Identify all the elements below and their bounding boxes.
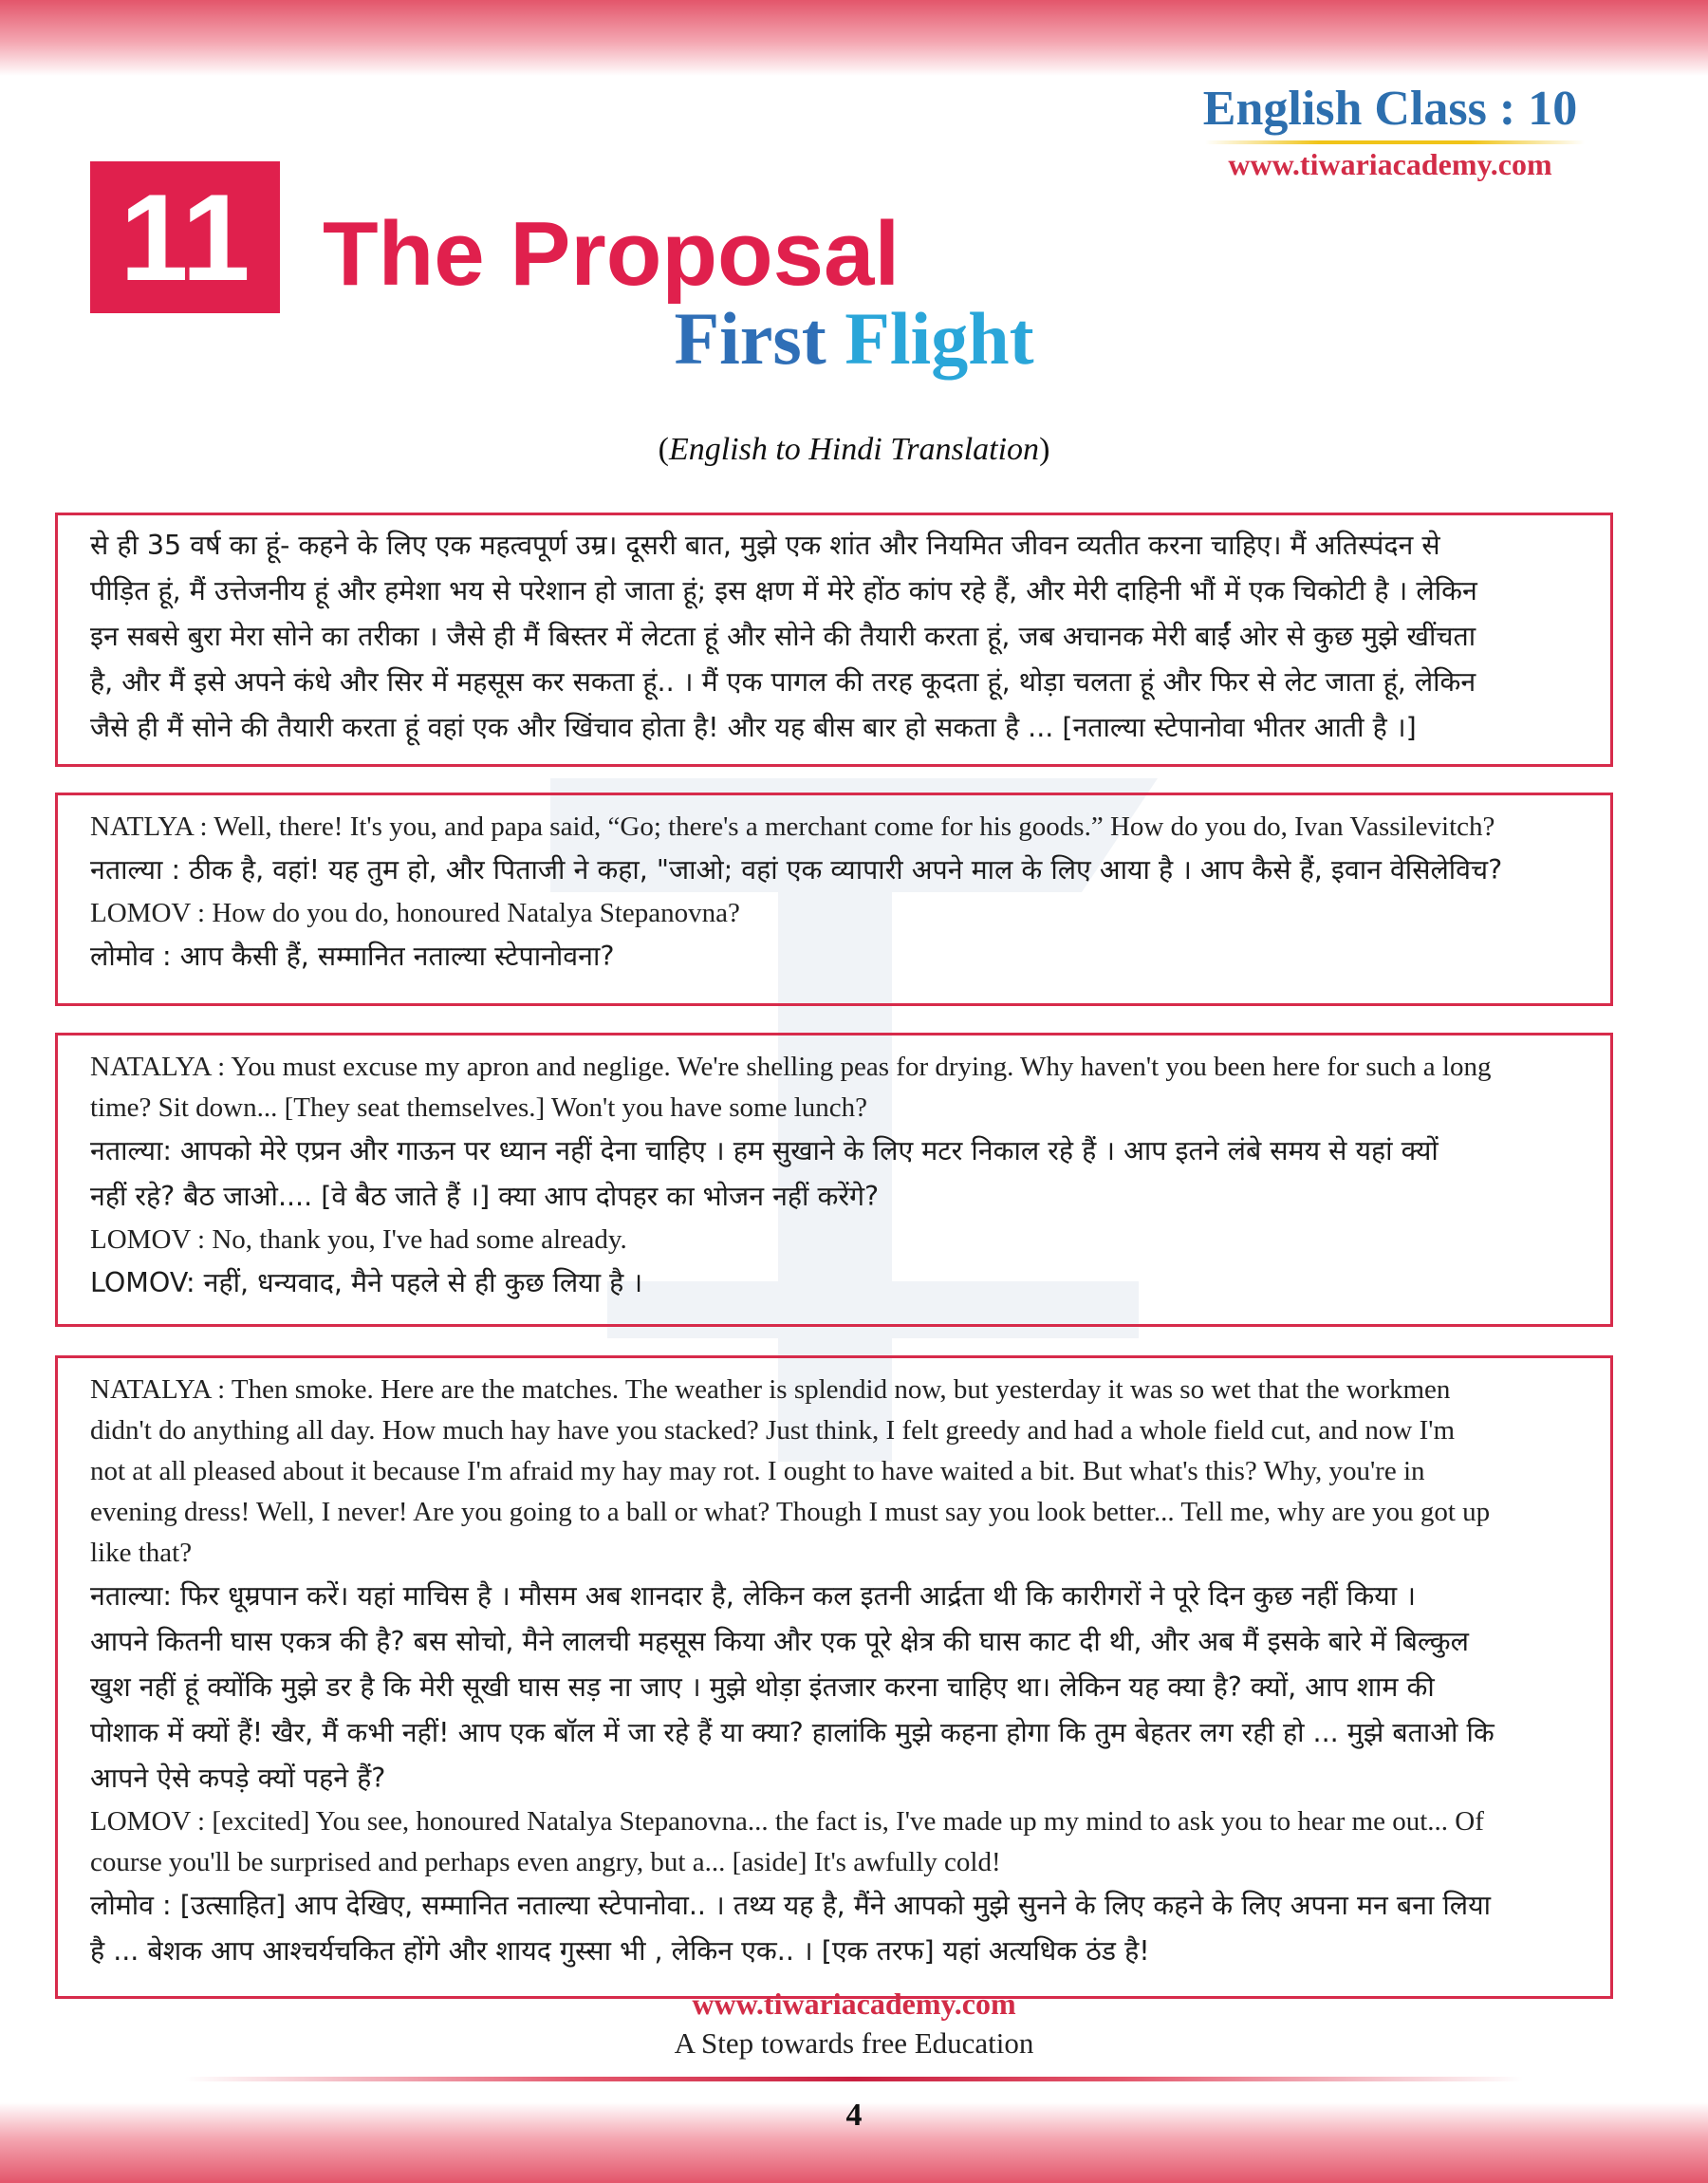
chapter-title: The Proposal: [323, 203, 900, 305]
subtitle-open: (: [658, 432, 669, 467]
box1-line-2: पीड़ित हूं, मैं उत्तेजनीय हूं और हमेशा भय से परेशान हो जाता हूं; इस क्षण में मेरे होंठ कांप रहे हैं, और मेरी दाहिनी भौं में एक चिकोटी है । लेकिन: [90, 575, 1477, 606]
text-box-3: [55, 1033, 1613, 1327]
box3-english-1-line-1: NATALYA : You must excuse my apron and neglige. We're shelling peas for drying. Why haven't you been here for such a long: [90, 1052, 1492, 1082]
box1-line-1: से ही 35 वर्ष का हूं- कहने के लिए एक महत्वपूर्ण उम्र। दूसरी बात, मुझे एक शांत और नियमित जीवन व्यतीत करना चाहिए। मैं अतिस्पंदन से: [90, 530, 1440, 561]
footer-site-url[interactable]: www.tiwariacademy.com: [692, 1987, 1016, 2021]
footer-divider: [185, 2077, 1523, 2081]
box4-hindi-2-line-2: है ... बेशक आप आश्चर्यचकित होंगे और शायद गुस्सा भी , लेकिन एक.. । [एक तरफ] यहां अत्यधिक ठंड है!: [90, 1935, 1150, 1967]
box1-line-4: है, और मैं इसे अपने कंधे और सिर में महसूस कर सकता हूं.. । मैं एक पागल की तरह कूदता हूं, थोड़ा चलता हूं और फिर से लेट जाता हूं, लेकिन: [90, 666, 1476, 698]
footer-tagline: A Step towards free Education: [674, 2026, 1034, 2060]
box4-hindi-1-line-3: खुश नहीं हूं क्योंकि मुझे डर है कि मेरी सूखी घास सड़ ना जाए । मुझे थोड़ा इंतजार करना चाहिए था। लेकिन यह क्या है? क्यों, आप शाम की: [90, 1671, 1435, 1703]
book-title: [0, 297, 1708, 380]
box3-hindi-2: LOMOV: नहीं, धन्यवाद, मैने पहले से ही कुछ लिया है ।: [90, 1267, 643, 1298]
box3-hindi-1-line-2: नहीं रहे? बैठ जाओ.... [वे बैठ जाते हैं ।] क्या आप दोपहर का भोजन नहीं करेंगे?: [90, 1181, 880, 1212]
box4-english-1-line-1: NATALYA : Then smoke. Here are the matches. The weather is splendid now, but yesterday it was so wet that the workmen: [90, 1374, 1451, 1405]
chapter-number: 11: [120, 168, 251, 307]
top-gradient-band: [0, 0, 1708, 76]
box4-english-1-line-3: not at all pleased about it because I'm afraid my hay may rot. I ought to have waited a bit. But what's this? Why, you're in: [90, 1456, 1425, 1486]
text-box-4: [55, 1355, 1613, 1999]
book-title-word2: Flight: [845, 297, 1034, 380]
box4-hindi-2-line-1: लोमोव : [उत्साहित] आप देखिए, सम्मानित नताल्या स्टेपानोवा.. । तथ्य यह है, मैंने आपको मुझे सुनने के लिए कहने के लिए अपना मन बना लिया: [90, 1890, 1492, 1921]
subtitle-close: ): [1039, 432, 1050, 467]
subtitle: [0, 432, 1708, 468]
chapter-number-badge: [90, 161, 280, 313]
box3-english-2: LOMOV : No, thank you, I've had some already.: [90, 1224, 627, 1255]
box3-hindi-1-line-1: नताल्या: आपको मेरे एप्रन और गाऊन पर ध्यान नहीं देना चाहिए । हम सुखाने के लिए मटर निकाल रहे हैं । आप इतने लंबे समय से यहां क्यों: [90, 1135, 1439, 1166]
text-box-2: [55, 793, 1613, 1006]
box3-english-1-line-2: time? Sit down... [They seat themselves.] Won't you have some lunch?: [90, 1092, 868, 1123]
box2-hindi-2: लोमोव : आप कैसी हैं, सम्मानित नताल्या स्टेपानोवना?: [90, 941, 615, 972]
book-title-word1: First: [674, 297, 826, 380]
box4-hindi-1-line-1: नताल्या: फिर धूम्रपान करें। यहां माचिस है । मौसम अब शानदार है, लेकिन कल इतनी आर्द्रता थी कि कारीगरों ने पूरे दिन कुछ नहीं किया ।: [90, 1580, 1417, 1612]
box4-hindi-1-line-5: आपने ऐसे कपड़े क्यों पहने हैं?: [90, 1763, 386, 1794]
box1-line-3: इन सबसे बुरा मेरा सोने का तरीका । जैसे ही मैं बिस्तर में लेटता हूं और सोने की तैयारी करता हूं, जब अचानक मेरी बाईं ओर से कुछ मुझे खींचता: [90, 621, 1476, 652]
subtitle-text: English to Hindi Translation: [668, 432, 1040, 467]
header-divider: [1205, 140, 1585, 144]
page-number: 4: [845, 2098, 863, 2133]
box4-english-2-line-2: course you'll be surprised and perhaps even angry, but a... [aside] It's awfully cold!: [90, 1847, 1001, 1877]
box4-english-1-line-2: didn't do anything all day. How much hay have you stacked? Just think, I felt greedy and had a whole field cut, and now I'm: [90, 1415, 1456, 1446]
header-site-url[interactable]: www.tiwariacademy.com: [1228, 147, 1552, 181]
box4-hindi-1-line-4: पोशाक में क्यों हैं! खैर, मैं कभी नहीं! आप एक बॉल में जा रहे हैं या क्या? हालांकि मुझे कहना होगा कि तुम बेहतर लग रही हो ... मुझे बताओ कि: [90, 1717, 1494, 1748]
box2-hindi-1: नताल्या : ठीक है, वहां! यह तुम हो, और पिताजी ने कहा, "जाओ; वहां एक व्यापारी अपने माल के लिए आया है । आप कैसे हैं, इवान वेसिलेविच?: [90, 854, 1503, 886]
box4-english-1-line-5: like that?: [90, 1538, 193, 1568]
box2-english-2: LOMOV : How do you do, honoured Natalya Stepanovna?: [90, 898, 740, 928]
box4-hindi-1-line-2: आपने कितनी घास एकत्र की है? बस सोचो, मैने लालची महसूस किया और एक पूरे क्षेत्र की घास काट दी थी, और अब मैं इसके बारे में बिल्कुल: [90, 1626, 1469, 1657]
box2-english-1: NATLYA : Well, there! It's you, and papa said, “Go; there's a merchant come for his goods.” How do you do, Ivan Vassilevitch?: [90, 812, 1495, 842]
text-box-1: [55, 513, 1613, 767]
header-class-label: English Class : 10: [1202, 82, 1578, 136]
box4-english-2-line-1: LOMOV : [excited] You see, honoured Natalya Stepanovna... the fact is, I've made up my mind to ask you to hear me out... Of: [90, 1806, 1484, 1837]
box4-english-1-line-4: evening dress! Well, I never! Are you going to a ball or what? Though I must say you look better... Tell me, why are you got up: [90, 1497, 1491, 1527]
box1-line-5: जैसे ही मैं सोने की तैयारी करता हूं वहां एक और खिंचाव होता है! और यह बीस बार हो सकता है ... [नताल्या स्टेपानोवा भीतर आती है ।]: [90, 712, 1417, 743]
